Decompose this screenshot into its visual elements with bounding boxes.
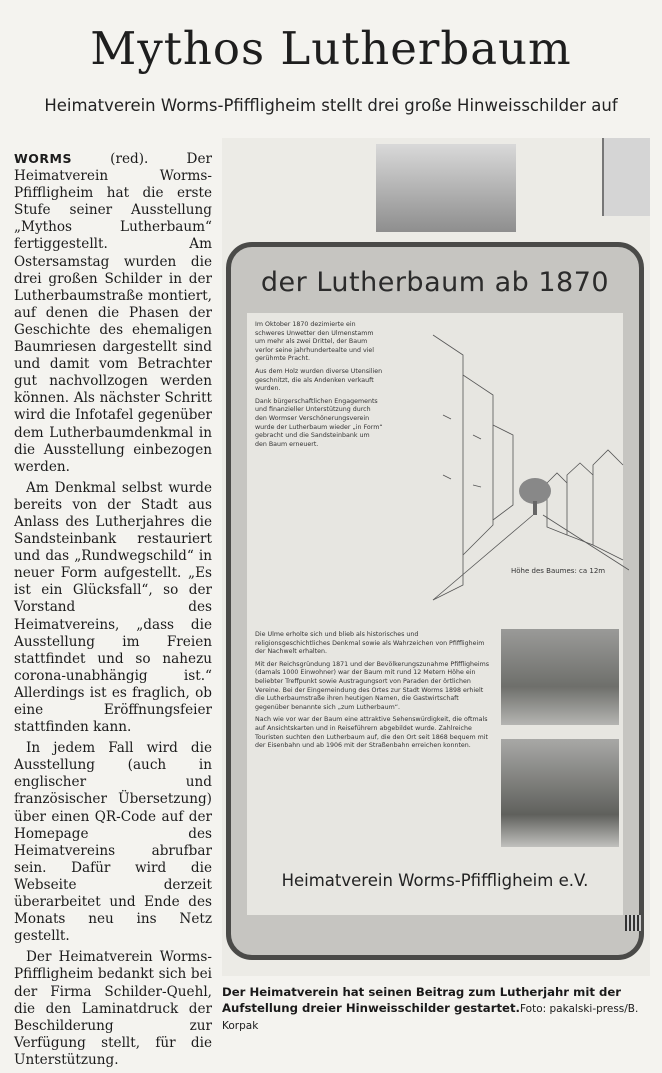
sign-title: der Lutherbaum ab 1870 bbox=[260, 267, 610, 298]
house-background bbox=[602, 138, 650, 216]
photo-credit: Foto: pakalski-press/B. Korpak bbox=[222, 1003, 639, 1032]
headline: Mythos Lutherbaum bbox=[90, 22, 572, 75]
roof-background bbox=[376, 144, 516, 232]
street-sketch-illustration bbox=[423, 315, 629, 605]
paragraph: Der Heimatverein Worms-Pfiffligheim bedankt sich bei der Firma Schilder-Quehl, die den Laminatdruck der Beschilderung zur Verfügung stellt, für die Unterstützung. bbox=[14, 949, 212, 1068]
paragraph: WORMS (red). Der Heimatverein Worms-Pfiffligheim hat die erste Stufe seiner Ausstellung „Mythos Lutherbaum“ fertiggestellt. Am Ostersamstag wurden die drei großen Schilder in der Lutherbaumstraße montiert, auf denen die Phasen der Geschichte des ehemaligen Baumriesen dargestellt sind und damit vom Betrachter gut nachvollzogen werden können. Als nächster Schritt wird die Infotafel gegenüber dem Lutherbaumdenkmal in die Ausstellung einbezogen werden. bbox=[14, 151, 212, 475]
paragraph: Am Denkmal selbst wurde bereits von der Stadt aus Anlass des Lutherjahres die Sandsteinbank restauriert und das „Rundwegschild“ in neuer Form aufgestellt. „Es ist ein Glücksfall“, so der Vorstand des Heimatvereins, „dass die Ausstellung im Freien stattfindet und so nahezu corona-unabhängig ist.“ Allerdings ist es fraglich, ob eine Eröffnungsfeier stattfinden kann. bbox=[14, 479, 212, 736]
historic-photo-tree bbox=[501, 629, 619, 725]
info-sign bbox=[226, 242, 644, 960]
sign-footer: Heimatverein Worms-Pfiffligheim e.V. bbox=[281, 871, 589, 890]
subheadline: Heimatverein Worms-Pfiffligheim stellt drei große Hinweisschilder auf bbox=[44, 96, 618, 115]
sign-upper-text: Im Oktober 1870 dezimierte ein schweres Unwetter den Ulmenstamm um mehr als zwei Drittel, der Baum verlor seine jahrhundertealte und viel gerühmte Pracht. Aus dem Holz wurden diverse Utensilien geschnitzt, die als Andenken verkauft wurden. Dank bürgerschaftlichen Engagements und finanzieller Unterstützung durch den Wormser Verschönerungsverein wurde der Lutherbaum wieder „in Form“ gebracht und die Sandsteinbank um den Baum erneuert. bbox=[255, 321, 383, 448]
caption-text: Der Heimatverein hat seinen Beitrag zum Lutherjahr mit der Aufstellung dreier Hinweisschilder gestartet. bbox=[222, 985, 622, 1015]
article-photo bbox=[222, 138, 650, 976]
tree-height-label: Höhe des Baumes: ca 12m bbox=[511, 567, 606, 575]
sign-lower-text: Die Ulme erholte sich und blieb als historisches und religionsgeschichtliches Denkmal sowie als Wahrzeichen von Pfiffligheim der Nachwelt erhalten. Mit der Reichsgründung 1871 und der Bevölkerungszunahme Pfiffligheims (damals 1000 Einwohner) war der Baum mit rund 12 Metern Höhe ein beliebter Treffpunkt sowie Austragungsort von Paraden der örtlichen Vereine. Bei der Eingemeindung des Ortes zur Stadt Worms 1898 erhielt die Lutherbaumstraße ihren heutigen Namen, die Gastwirtschaft gegenüber benannte sich „zum Lutherbaum“. Nach wie vor war der Baum eine attraktive Sehenswürdigkeit, die oftmals auf Ansichtskarten und in Reiseführern abgebildet wurde. Zahlreiche Touristen suchten den Lutherbaum auf, die den Ort seit 1868 bequem mit der Eisenbahn und ab 1906 mit der Straßenbahn erreichen konnten. bbox=[255, 631, 490, 750]
article-body bbox=[14, 150, 212, 1073]
dateline: WORMS bbox=[14, 151, 72, 166]
sign-panel bbox=[247, 313, 623, 915]
qr-code-icon bbox=[625, 915, 641, 931]
photo-caption bbox=[222, 984, 658, 1034]
historic-photo-postcard bbox=[501, 739, 619, 847]
paragraph: In jedem Fall wird die Ausstellung (auch in englischer und französischer Übersetzung) über einen QR-Code auf der Homepage des Heimatvereins abrufbar sein. Dafür wird die Webseite derzeit überarbeitet und Ende des Monats neu ins Netz gestellt. bbox=[14, 740, 212, 945]
